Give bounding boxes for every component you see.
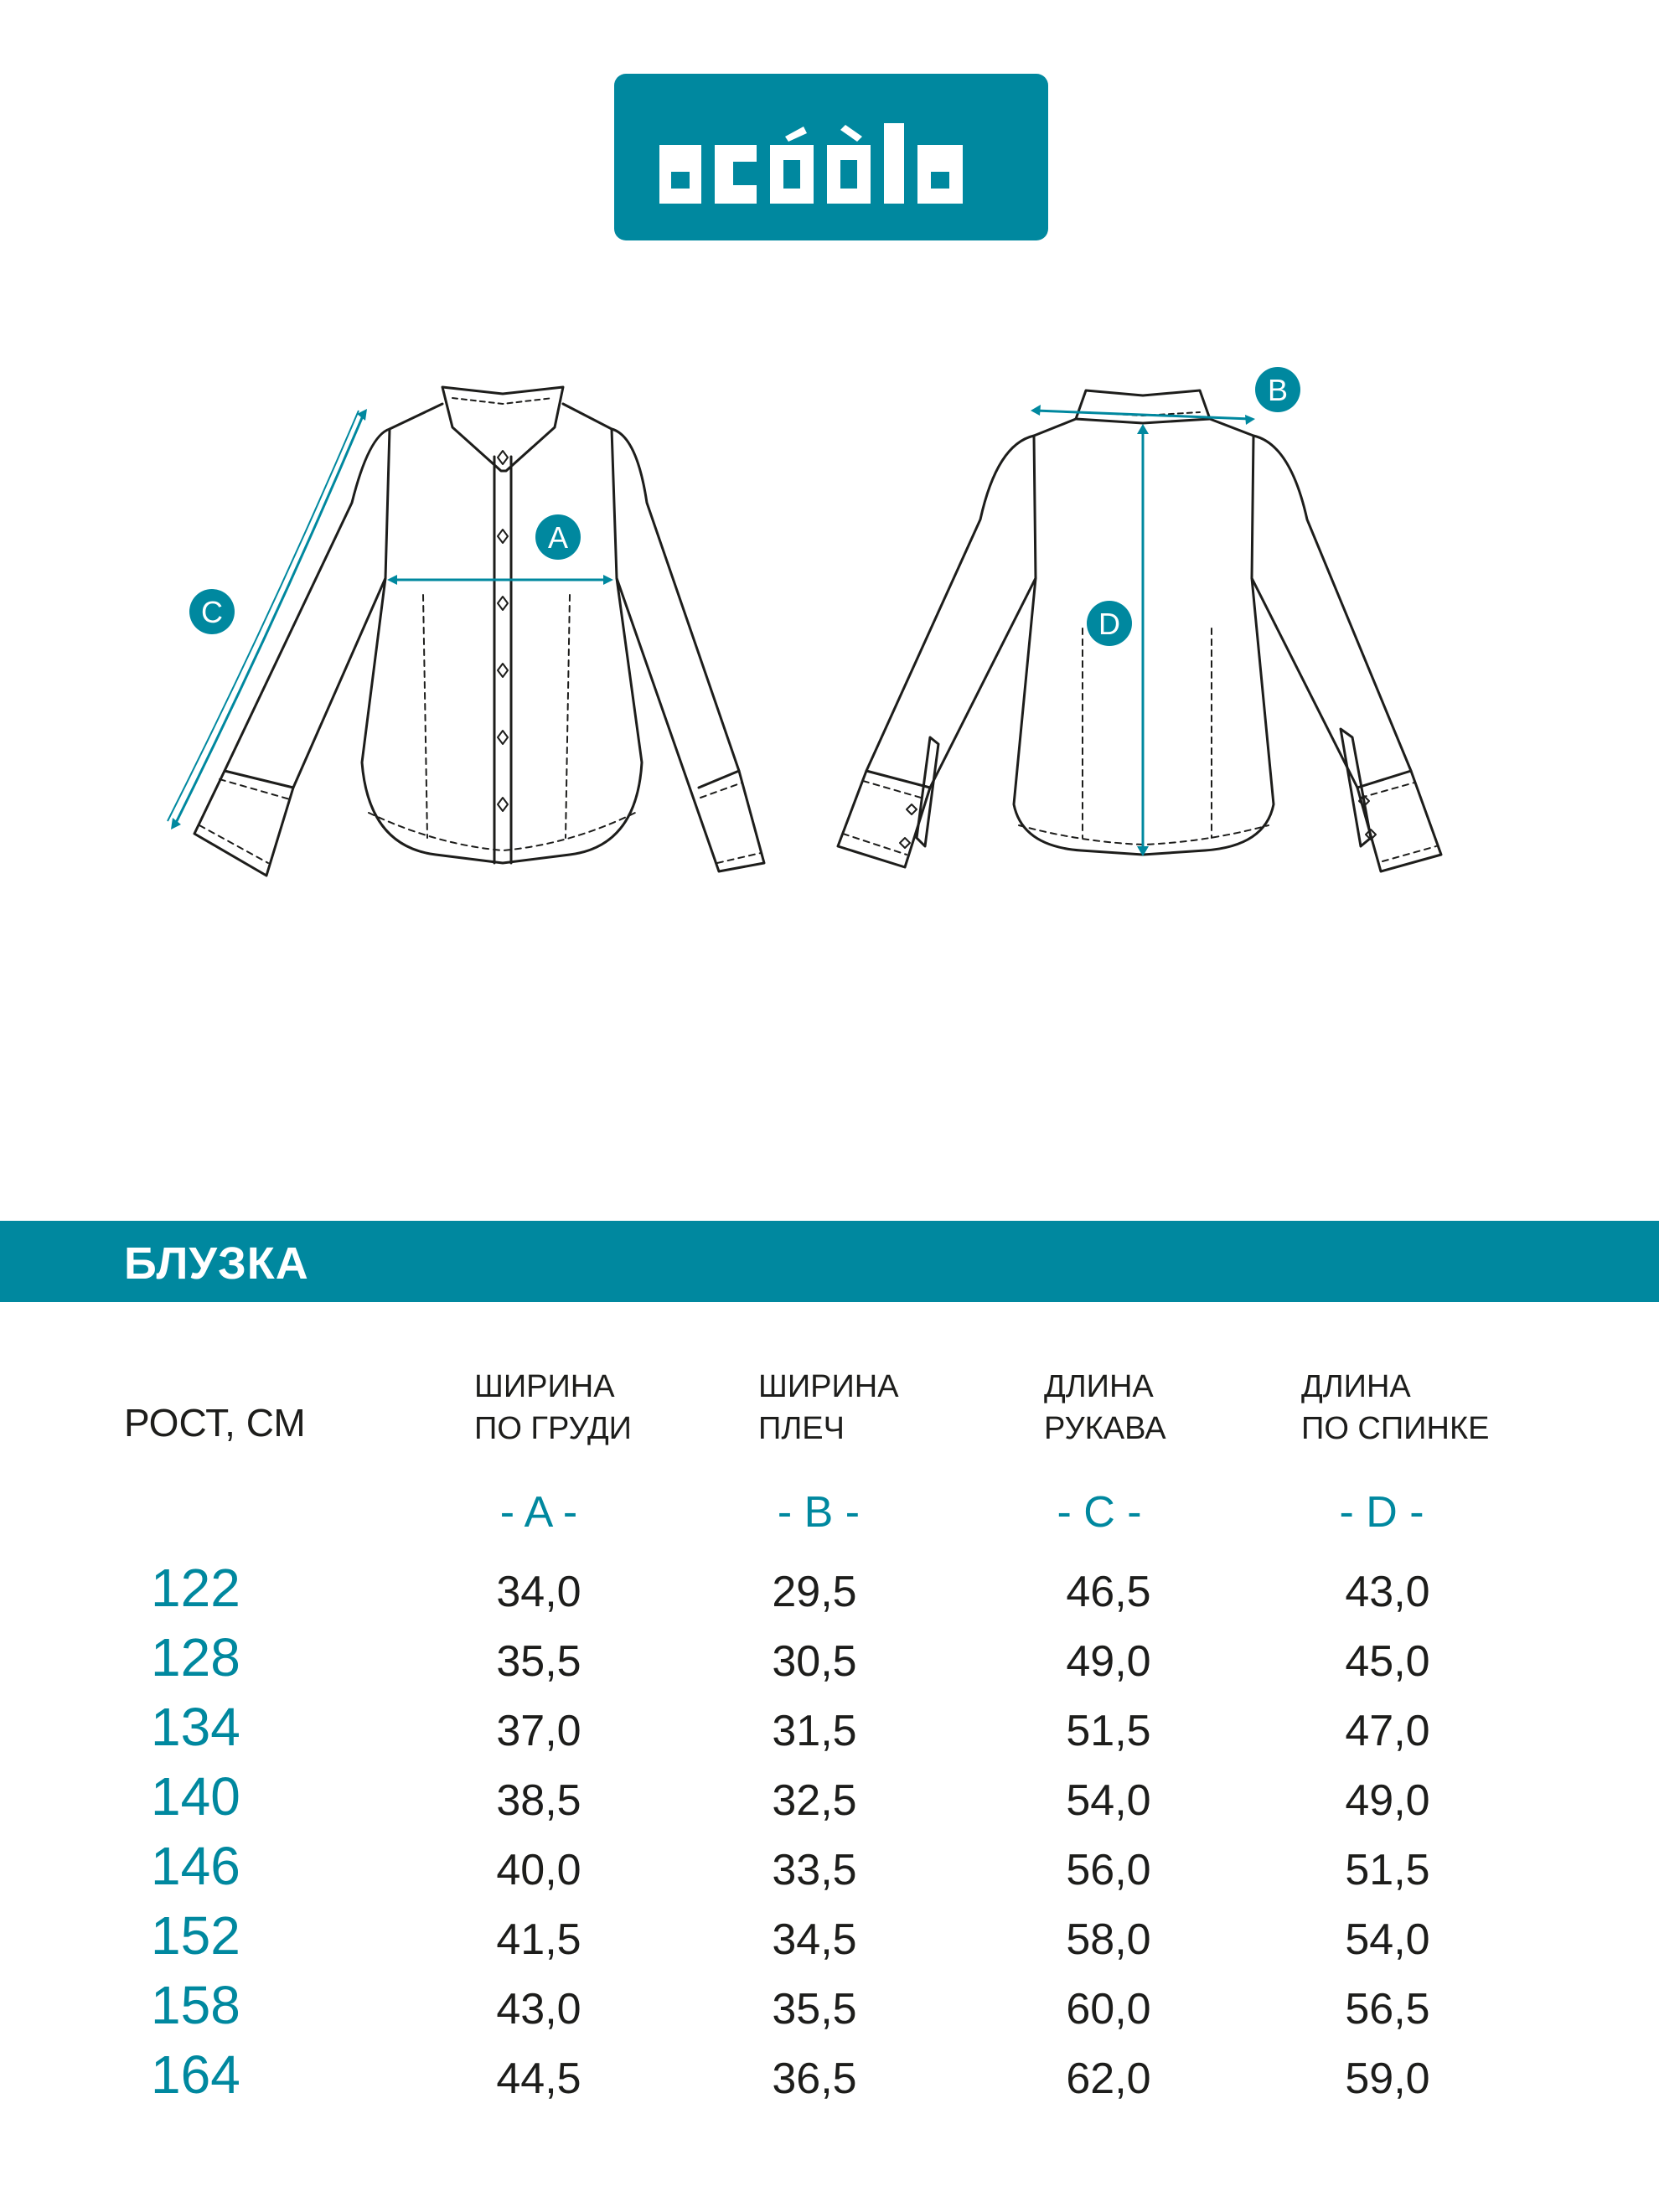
table-title: БЛУЗКА [124, 1238, 309, 1289]
front-view [194, 387, 764, 876]
value-cell: 56,5 [1345, 1985, 1430, 2034]
value-cell: 44,5 [496, 2054, 581, 2103]
column-letter-a: - A - [499, 1488, 578, 1537]
label-a [535, 514, 581, 560]
value-cell: 56,0 [1066, 1846, 1151, 1894]
column-header-line1: ДЛИНА [1301, 1369, 1411, 1404]
height-cell: 134 [151, 1697, 240, 1757]
value-cell: 43,0 [496, 1985, 581, 2034]
value-cell: 60,0 [1066, 1985, 1151, 2034]
label-b [1255, 367, 1300, 412]
value-cell: 47,0 [1345, 1707, 1430, 1755]
height-cell: 158 [151, 1975, 240, 2035]
value-cell: 46,5 [1066, 1568, 1151, 1616]
label-c [189, 589, 235, 634]
height-cell: 128 [151, 1627, 240, 1687]
value-cell: 30,5 [772, 1637, 857, 1686]
brand-logo [614, 74, 1048, 240]
value-cell: 31,5 [772, 1707, 857, 1755]
value-cell: 43,0 [1345, 1568, 1430, 1616]
label-d [1087, 601, 1132, 646]
value-cell: 40,0 [496, 1846, 581, 1894]
column-header-line1: ДЛИНА [1044, 1369, 1154, 1404]
column-header-line1: ШИРИНА [758, 1369, 899, 1404]
value-cell: 62,0 [1066, 2054, 1151, 2103]
value-cell: 49,0 [1345, 1776, 1430, 1825]
garment-diagram [0, 335, 1659, 922]
svg-text:D: D [1098, 607, 1120, 641]
value-cell: 33,5 [772, 1846, 857, 1894]
column-header-line1: ШИРИНА [474, 1369, 615, 1404]
svg-text:B: B [1267, 373, 1289, 407]
value-cell: 32,5 [772, 1776, 857, 1825]
brand-logo-wordmark [651, 111, 1011, 204]
height-cell: 146 [151, 1836, 240, 1896]
column-header-line2: ПЛЕЧ [758, 1411, 845, 1446]
value-cell: 49,0 [1066, 1637, 1151, 1686]
column-letter-c: - C - [1057, 1488, 1142, 1537]
height-cell: 152 [151, 1905, 240, 1966]
column-header-line2: ПО ГРУДИ [474, 1411, 632, 1446]
svg-text:A: A [547, 520, 569, 555]
title-band [0, 1221, 1659, 1302]
height-cell: 122 [151, 1558, 240, 1618]
value-cell: 51,5 [1066, 1707, 1151, 1755]
row-header-height: РОСТ, СМ [124, 1401, 306, 1445]
value-cell: 34,5 [772, 1915, 857, 1964]
value-cell: 37,0 [496, 1707, 581, 1755]
column-letter-d: - D - [1339, 1488, 1424, 1537]
column-header-line2: ПО СПИНКЕ [1301, 1411, 1490, 1446]
column-header-line2: РУКАВА [1044, 1411, 1166, 1446]
value-cell: 54,0 [1345, 1915, 1430, 1964]
value-cell: 36,5 [772, 2054, 857, 2103]
value-cell: 58,0 [1066, 1915, 1151, 1964]
value-cell: 45,0 [1345, 1637, 1430, 1686]
column-header-b [758, 1366, 899, 1450]
value-cell: 59,0 [1345, 2054, 1430, 2103]
svg-text:C: C [201, 595, 223, 629]
column-header-d [1301, 1366, 1489, 1450]
value-cell: 29,5 [772, 1568, 857, 1616]
column-header-a [474, 1366, 632, 1450]
value-cell: 51,5 [1345, 1846, 1430, 1894]
column-letter-b: - B - [777, 1488, 861, 1537]
back-view [838, 390, 1441, 871]
column-header-c [1044, 1366, 1166, 1450]
value-cell: 34,0 [496, 1568, 581, 1616]
value-cell: 35,5 [496, 1637, 581, 1686]
value-cell: 41,5 [496, 1915, 581, 1964]
height-cell: 164 [151, 2044, 240, 2105]
value-cell: 38,5 [496, 1776, 581, 1825]
height-cell: 140 [151, 1766, 240, 1827]
value-cell: 54,0 [1066, 1776, 1151, 1825]
value-cell: 35,5 [772, 1985, 857, 2034]
